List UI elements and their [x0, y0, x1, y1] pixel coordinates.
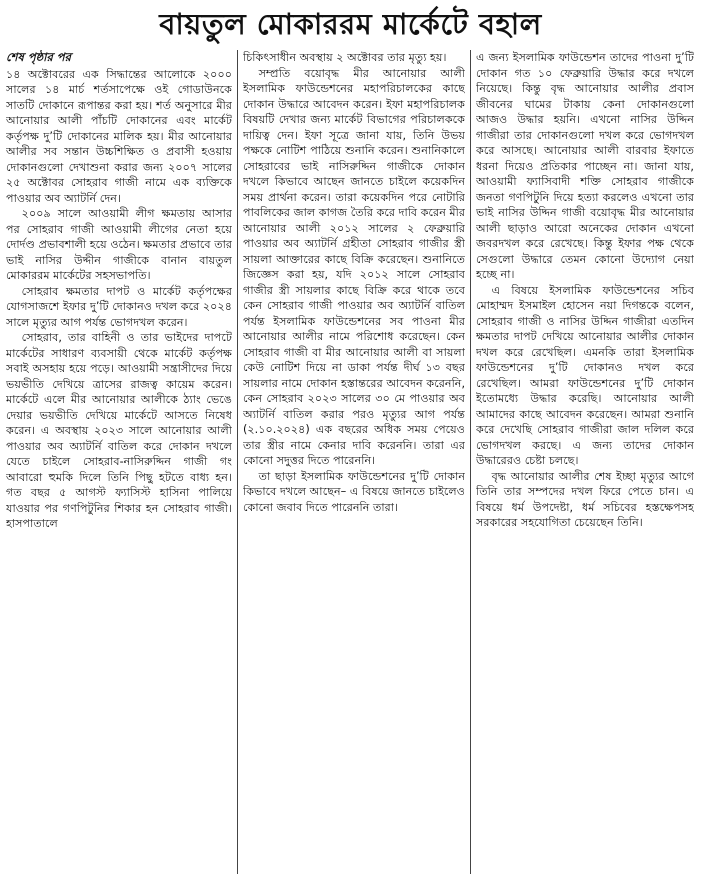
paragraph: তা ছাড়া ইসলামিক ফাউন্ডেশনের দু’টি দোকান কিভাবে দখলে আছেন– এ বিষয়ে জানতে চাইলেও কোনো জবাব দিতে পারেননি তারা। [243, 469, 465, 514]
paragraph: ২০০৯ সালে আওয়ামী লীগ ক্ষমতায় আসার পর সোহরাব গাজী আওয়ামী লীগের নেতা হয়ে দোর্দণ্ড প্রভাবশালী হয়ে ওঠেন। ক্ষমতার প্রভাবে তার ভাই নাসির উদ্দীন গাজীকে বানান বায়তুল মোকাররম মার্কেটের সহসভাপতি। [6, 207, 232, 282]
article-column-1 [6, 50, 232, 876]
article-headline: বায়তুল মোকাররম মার্কেটে বহাল [159, 7, 542, 41]
paragraph: বৃদ্ধ আনোয়ার আলীর শেষ ইচ্ছা মৃত্যুর আগে তিনি তার সম্পদের দখল ফিরে পেতে চান। এ বিষয়ে ধর্ম উপদেষ্টা, ধর্ম সচিবের হস্তক্ষেপসহ সরকারের সহযোগিতা চেয়েছেন তিনি। [476, 469, 694, 529]
paragraph: সোহরাব ক্ষমতার দাপট ও মার্কেট কর্তৃপক্ষের যোগসাজশে ইফার দু’টি দোকানও দখল করে ২০২৪ সালে মৃত্যুর আগ পর্যন্ত ভোগদখল করেন। [6, 284, 232, 329]
column-divider [470, 50, 471, 874]
paragraph: সম্প্রতি বয়োবৃদ্ধ মীর আনোয়ার আলী ইসলামিক ফাউন্ডেশনের মহাপরিচালকের কাছে দোকান উদ্ধারে আবেদন করেন। ইফা মহাপরিচালক বিষয়টি দেখার জন্য মার্কেট বিভাগের পরিচালককে দায়িত্ব দেন। ইফা সূত্রে জানা যায়, তিনি উভয় পক্ষকে নোটিশ পাঠিয়ে শুনানি করেন। শুনানিকালে সোহরাবের ভাই নাসিরুদ্দিন গাজীকে দোকান দখলে কিভাবে আছেন জানতে চাইলে কয়েকদিন সময় প্রার্থনা করেন। তারা কয়েকদিন পরে নোটারি পাবলিকের জাল কাগজ তৈরি করে দাবি করেন মীর আনোয়ার আলী ২০১২ সালের ২ ফেব্রুয়ারি পাওয়ার অব অ্যাটর্নি গ্রহীতা সোহরাব গাজীর স্ত্রী সায়লা আক্তারের কাছে বিক্রি করেছেন। শুনানিতে জিজ্ঞেস করা হয়, যদি ২০১২ সালে সোহরাব গাজীর স্ত্রী সায়লার কাছে বিক্রি করে থাকে তবে কেন সোহরাব গাজী পাওয়ার অব অ্যাটর্নি বাতিল পর্যন্ত ইসলামিক ফাউন্ডেশনের সব পাওনা মীর আনোয়ার আলীর নামে পরিশোধ করেছেন। কেন সোহরাব গাজী বা মীর আনোয়ার আলী বা সায়লা কেউ নোটিশ দিয়ে না ডাকা পর্যন্ত দীর্ঘ ১৩ বছর সায়লার নামে দোকান হস্তান্তরের আবেদন করেননি, কেন সোহরাব ২০২৩ সালের ৩০ মে পাওয়ার অব অ্যাটর্নি বাতিল করার পরও মৃত্যুর আগ পর্যন্ত (২.১০.২০২৪) এক বছরের অধিক সময় পেয়েও তার স্ত্রীর নামে কেনার দাবি করেননি। তারা এর কোনো সদুত্তর দিতে পারেননি। [243, 66, 465, 467]
paragraph: এ বিষয়ে ইসলামিক ফাউন্ডেশনের সচিব মোহাম্মদ ইসমাইল হোসেন নয়া দিগন্তকে বলেন, সোহরাব গাজী ও নাসির উদ্দিন গাজীরা এতদিন ক্ষমতার দাপট দেখিয়ে আনোয়ার আলীর দোকান দখল করে রেখেছিল। এমনকি তারা ইসলামিক ফাউন্ডেশনের দু’টি দোকানও দখল করে রেখেছিল। আমরা ফাউন্ডেশনের দু’টি দোকান ইতোমধ্যে উদ্ধার করেছি। আনোয়ার আলী আমাদের কাছে আবেদন করেছেন। আমরা শুনানি করে দেখেছি সোহরাব গাজীরা জাল দলিল করে ভোগদখল করছে। এ জন্য তাদের দোকান উদ্ধারেরও চেষ্টা চলছে। [476, 283, 694, 467]
continued-from-label: শেষ পৃষ্ঠার পর [6, 50, 71, 64]
paragraph: ১৪ অক্টোবরের এক সিদ্ধান্তের আলোকে ২০০০ সালের ১৪ মার্চ শর্তসাপেক্ষে ওই গোডাউনকে সাতটি দোকানে রূপান্তর করা হয়। শর্ত অনুসারে মীর আনোয়ার আলী পাঁচটি দোকানের এবং মার্কেট কর্তৃপক্ষ দু’টি দোকানের মালিক হয়। মীর আনোয়ার আলীর সব সন্তান উচ্চশিক্ষিত ও প্রবাসী হওয়ায় দোকানগুলো দেখাশুনা করার জন্য ২০০৭ সালের ২৫ অক্টোবর সোহরাব গাজী নামে এক ব্যক্তিকে পাওয়ার অব অ্যাটর্নি দেন। [6, 67, 232, 205]
paragraph: এ জন্য ইসলামিক ফাউন্ডেশন তাদের পাওনা দু’টি দোকান গত ১০ ফেব্রুয়ারি উদ্ধার করে দখলে নিয়েছে। কিন্তু বৃদ্ধ আনোয়ার আলীর প্রবাস জীবনের ঘামের টাকায় কেনা দোকানগুলো আজও উদ্ধার হয়নি। এখনো নাসির উদ্দিন গাজীরা তার দোকানগুলো দখল করে ভোগদখল করে আসছে। আনোয়ার আলী বারবার ইফাতে ধরনা দিয়েও প্রতিকার পাচ্ছেন না। জানা যায়, আওয়ামী ফ্যাসিবাদী শক্তি সোহরাব গাজীকে জনতা গণপিটুনি দিয়ে হত্যা করলেও এখনো তার ভাই নাসির উদ্দিন গাজী বয়োবৃদ্ধ মীর আনোয়ার আলী ছাড়াও আরো অনেকের দোকান এখনো জবরদখল করে রেখেছে। কিন্তু ইফার পক্ষ থেকে সেগুলো উদ্ধারে তেমন কোনো উদ্যোগ নেয়া হচ্ছে না। [476, 51, 694, 281]
column-divider [237, 50, 238, 874]
article-column-2 [243, 50, 465, 876]
paragraph: সোহরাব, তার বাহিনী ও তার ভাইদের দাপটে মার্কেটের সাধারণ ব্যবসায়ী থেকে মার্কেট কর্তৃপক্ষ সবাই অসহায় হয়ে পড়ে। আওয়ামী সন্ত্রাসীদের দিয়ে ভয়ভীতি দেখিয়ে ত্রাসের রাজত্ব কায়েম করেন। মার্কেটে এলে মীর আনোয়ার আলীকে ঠ্যাং ভেঙে দেয়ার ভয়ভীতি দেখিয়ে মার্কেটে আসতে নিষেধ করেন। এ অবস্থায় ২০২৩ সালে আনোয়ার আলী পাওয়ার অব অ্যাটর্নি বাতিল করে দোকান দখলে যেতে চাইলে সোহরাব-নাসিরুদ্দিন গাজী গং আবারো হুমকি দিলে তিনি পিছু হটতে বাধ্য হন। গত বছর ৫ আগস্ট ফ্যাসিস্ট হাসিনা পালিয়ে যাওয়ার পর গণপিটুনির শিকার হন সোহরাব গাজী। হাসপাতালে [6, 331, 232, 530]
paragraph: চিকিৎসাধীন অবস্থায় ২ অক্টোবর তার মৃত্যু হয়। [243, 51, 447, 64]
article-column-3 [476, 50, 694, 876]
